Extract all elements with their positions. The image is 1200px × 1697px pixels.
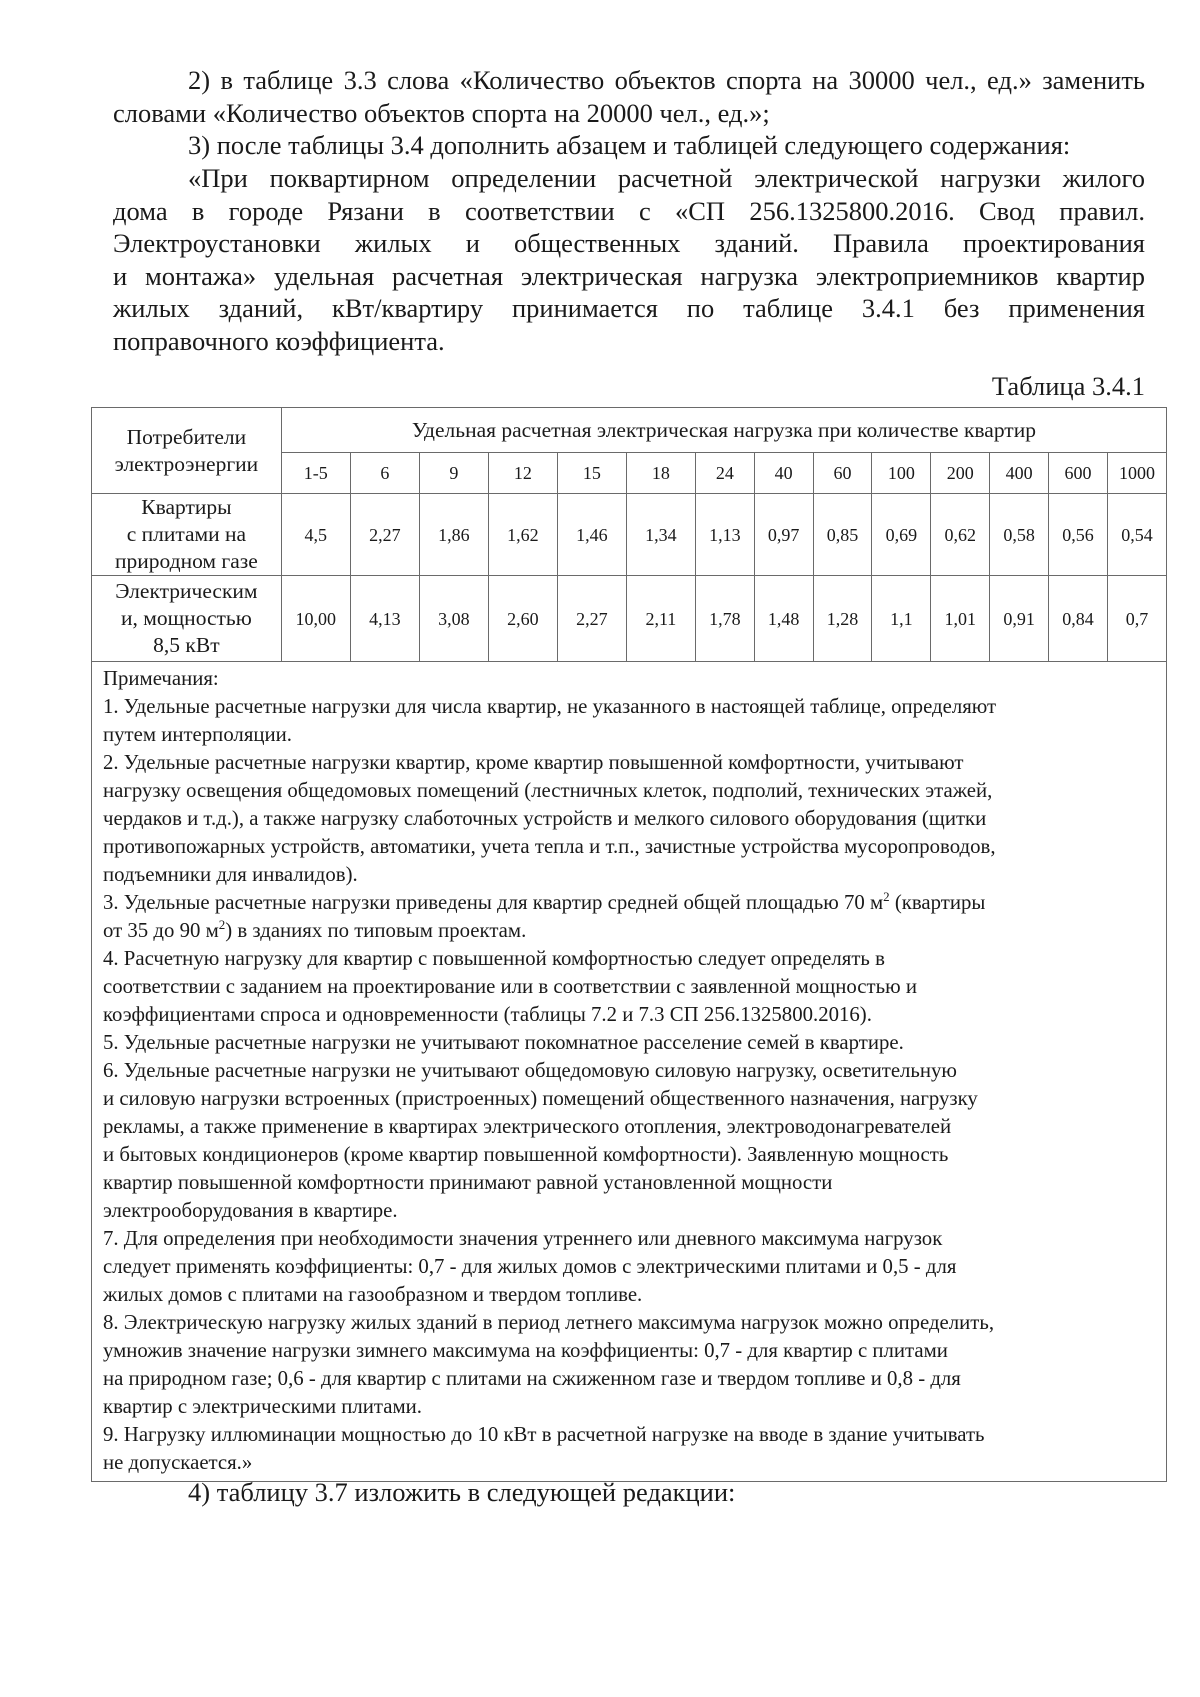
- table-row: [92, 576, 1167, 662]
- note-line: умножив значение нагрузки зимнего максимума на коэффициенты: 0,7 - для квартир с плитами: [103, 1339, 948, 1362]
- label-line: природном газе: [114, 549, 258, 573]
- note-line: 1. Удельные расчетные нагрузки для числа квартир, не указанного в настоящей таблице, определяют: [103, 695, 997, 718]
- label-line: Электрическим: [115, 579, 258, 603]
- header-line: Потребители: [126, 424, 247, 449]
- note-line: путем интерполяции.: [103, 723, 292, 746]
- row-label-gas: [92, 494, 282, 576]
- note-line: не допускается.»: [103, 1451, 253, 1474]
- row-label-electric: [92, 576, 282, 662]
- count-cell: 1000: [1107, 453, 1166, 494]
- label-line: 8,5 кВт: [153, 633, 220, 657]
- note-text: 3. Удельные расчетные нагрузки приведены для квартир средней общей площадью 70 м: [103, 891, 884, 914]
- label-line: Квартиры: [141, 495, 232, 519]
- note-line: рекламы, а также применение в квартирах электрического отопления, электроводонагревателей: [103, 1115, 952, 1138]
- note-line: следует применять коэффициенты: 0,7 - для жилых домов с электрическими плитами и 0,5 - для: [103, 1255, 957, 1278]
- note-text: ) в зданиях по типовым проектам.: [225, 919, 527, 942]
- value-cell: 1,01: [931, 576, 990, 662]
- note-line: нагрузку освещения общедомовых помещений (лестничных клеток, подполий, технических этажей,: [103, 779, 993, 802]
- count-cell: 9: [419, 453, 488, 494]
- count-cell: 12: [488, 453, 557, 494]
- text-line: жилых зданий, кВт/квартиру принимается по таблице 3.4.1 без применения: [113, 293, 1145, 323]
- note-line: квартир с электрическими плитами.: [103, 1395, 422, 1418]
- text-line: словами «Количество объектов спорта на 20000 чел., ед.»;: [113, 97, 770, 128]
- value-cell: 1,34: [626, 494, 695, 576]
- count-cell: 15: [557, 453, 626, 494]
- value-cell: 2,27: [350, 494, 419, 576]
- note-line: 7. Для определения при необходимости значения утреннего или дневного максимума нагрузок: [103, 1227, 943, 1250]
- count-cell: 1-5: [281, 453, 350, 494]
- count-cell: 400: [990, 453, 1049, 494]
- value-cell: 2,60: [488, 576, 557, 662]
- header-line: электроэнергии: [114, 451, 259, 476]
- value-cell: 0,69: [872, 494, 931, 576]
- note-line: коэффициентами спроса и одновременности (таблицы 7.2 и 7.3 СП 256.1325800.2016).: [103, 1003, 872, 1026]
- note-line: 6. Удельные расчетные нагрузки не учитывают общедомовую силовую нагрузку, осветительную: [103, 1059, 957, 1082]
- text-line: 2) в таблице 3.3 слова «Количество объектов спорта на 30000 чел., ед.» заменить: [188, 65, 1145, 95]
- value-cell: 4,13: [350, 576, 419, 662]
- value-cell: 1,46: [557, 494, 626, 576]
- value-cell: 1,13: [695, 494, 754, 576]
- value-cell: 0,91: [990, 576, 1049, 662]
- text-line: 4) таблицу 3.7 изложить в следующей редакции:: [188, 1477, 736, 1507]
- value-cell: 2,11: [626, 576, 695, 662]
- count-cell: 200: [931, 453, 990, 494]
- text-line: поправочного коэффициента.: [113, 325, 445, 356]
- value-cell: 1,48: [754, 576, 813, 662]
- notes-cell: [92, 662, 1167, 1482]
- table-row: [92, 494, 1167, 576]
- value-cell: 0,58: [990, 494, 1049, 576]
- value-cell: 0,56: [1049, 494, 1108, 576]
- note-line: квартир повышенной комфортности принимают равной установленной мощности: [103, 1171, 833, 1194]
- value-cell: 1,86: [419, 494, 488, 576]
- value-cell: 0,7: [1107, 576, 1166, 662]
- value-cell: 1,62: [488, 494, 557, 576]
- count-cell: 24: [695, 453, 754, 494]
- value-cell: 1,28: [813, 576, 872, 662]
- note-line: 8. Электрическую нагрузку жилых зданий в период летнего максимума нагрузок можно определить,: [103, 1311, 995, 1334]
- label-line: с плитами на: [126, 522, 247, 546]
- value-cell: 4,5: [281, 494, 350, 576]
- note-line: противопожарных устройств, автоматики, учета тепла и т.п., зачистные устройства мусоропроводов,: [103, 835, 996, 858]
- value-cell: 1,78: [695, 576, 754, 662]
- note-line: и бытовых кондиционеров (кроме квартир повышенной комфортности). Заявленную мощность: [103, 1143, 949, 1166]
- note-line: и силовую нагрузки встроенных (пристроенных) помещений общественного назначения, нагрузку: [103, 1087, 978, 1110]
- note-line: чердаков и т.д.), а также нагрузку слаботочных устройств и мелкого силового оборудования (щитки: [103, 807, 987, 830]
- load-table: [91, 407, 1167, 1482]
- label-line: и, мощностью: [121, 606, 252, 630]
- value-cell: 0,54: [1107, 494, 1166, 576]
- note-line: на природном газе; 0,6 - для квартир с плитами на сжиженном газе и твердом топливе и 0,8 - для: [103, 1367, 961, 1390]
- note-line: 4. Расчетную нагрузку для квартир с повышенной комфортностью следует определять в: [103, 947, 885, 970]
- note-line: [103, 917, 1160, 945]
- text-line: 3) после таблицы 3.4 дополнить абзацем и таблицей следующего содержания:: [188, 130, 1071, 160]
- notes-title: Примечания:: [103, 667, 219, 690]
- text-line: и монтажа» удельная расчетная электрическая нагрузка электроприемников квартир: [113, 260, 1145, 291]
- note-line: [103, 889, 1160, 917]
- text-line: Электроустановки жилых и общественных зданий. Правила проектирования: [113, 228, 1145, 258]
- paragraph-quote: [113, 162, 1145, 357]
- value-cell: 2,27: [557, 576, 626, 662]
- group-header: Удельная расчетная электрическая нагрузка при количестве квартир: [281, 408, 1166, 453]
- value-cell: 0,97: [754, 494, 813, 576]
- value-cell: 3,08: [419, 576, 488, 662]
- paragraph-item-3: [113, 129, 1145, 162]
- note-text: от 35 до 90 м: [103, 919, 219, 942]
- note-line: 2. Удельные расчетные нагрузки квартир, кроме квартир повышенной комфортности, учитывают: [103, 751, 964, 774]
- note-line: 9. Нагрузку иллюминации мощностью до 10 кВт в расчетной нагрузке на вводе в здание учитывать: [103, 1423, 985, 1446]
- value-cell: 0,85: [813, 494, 872, 576]
- note-line: соответствии с заданием на проектирование или в соответствии с заявленной мощностью и: [103, 975, 917, 998]
- note-line: жилых домов с плитами на газообразном и твердом топливе.: [103, 1283, 643, 1306]
- note-text: (квартиры: [889, 891, 986, 914]
- text-line: дома в городе Рязани в соответствии с «СП 256.1325800.2016. Свод правил.: [113, 195, 1145, 226]
- table-caption: Таблица 3.4.1: [991, 371, 1145, 401]
- count-cell: 18: [626, 453, 695, 494]
- superscript: 2: [883, 889, 890, 905]
- count-cell: 6: [350, 453, 419, 494]
- value-cell: 10,00: [281, 576, 350, 662]
- count-cell: 60: [813, 453, 872, 494]
- note-line: электрооборудования в квартире.: [103, 1199, 398, 1222]
- count-cell: 100: [872, 453, 931, 494]
- value-cell: 0,84: [1049, 576, 1108, 662]
- note-line: 5. Удельные расчетные нагрузки не учитывают покомнатное расселение семей в квартире.: [103, 1031, 904, 1054]
- paragraph-item-2: [113, 64, 1145, 129]
- consumers-header: [92, 408, 282, 494]
- paragraph-item-4: [113, 1476, 1145, 1509]
- superscript: 2: [218, 917, 226, 933]
- value-cell: 0,62: [931, 494, 990, 576]
- count-cell: 600: [1049, 453, 1108, 494]
- note-line: подъемники для инвалидов).: [103, 863, 358, 886]
- value-cell: 1,1: [872, 576, 931, 662]
- text-line: «При поквартирном определении расчетной электрической нагрузки жилого: [188, 163, 1145, 193]
- count-cell: 40: [754, 453, 813, 494]
